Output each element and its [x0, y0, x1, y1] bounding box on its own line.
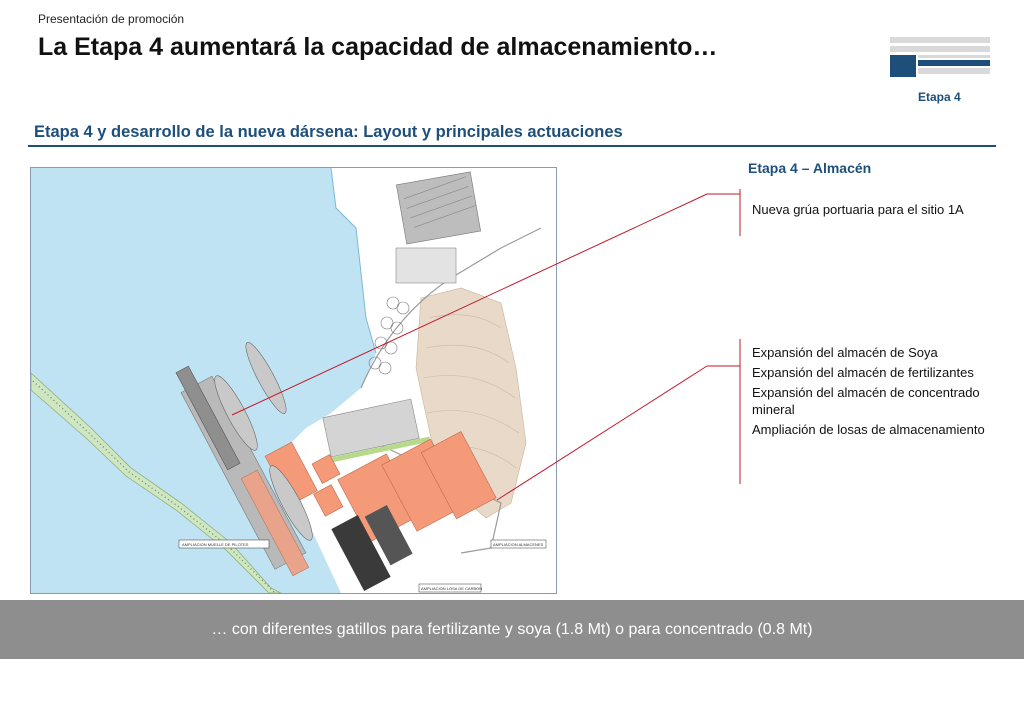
- company-logo: [890, 37, 990, 77]
- subtitle-divider: [28, 145, 996, 147]
- list-item: Expansión del almacén de Soya: [752, 345, 938, 360]
- list-item: Expansión del almacén de fertilizantes: [752, 365, 974, 380]
- expansion-list: [752, 344, 992, 441]
- sidebar-heading: Etapa 4 – Almacén: [748, 160, 872, 176]
- stage-tag: Etapa 4: [918, 90, 961, 104]
- page-title: La Etapa 4 aumentará la capacidad de almacenamiento…: [38, 33, 718, 61]
- map-terminal-building: [396, 248, 456, 283]
- presentation-kicker: Presentación de promoción: [38, 12, 185, 26]
- map-label-pilotes: AMPLIACION MUELLE DE PILOTES: [182, 542, 249, 547]
- map-label-almacenes: AMPLIACION ALMACENES: [493, 542, 544, 547]
- list-item: Expansión del almacén de concentrado mineral: [752, 385, 980, 417]
- section-subtitle: Etapa 4 y desarrollo de la nueva dársena: Layout y principales actuaciones: [34, 123, 623, 141]
- crane-item: Nueva grúa portuaria para el sitio 1A: [752, 202, 964, 217]
- list-item: Ampliación de losas de almacenamiento: [752, 422, 985, 437]
- port-layout-map: [30, 167, 557, 594]
- map-label-losa-carbon: AMPLIACION LOSA DE CARBON: [421, 586, 483, 591]
- footer-note: … con diferentes gatillos para fertilizante y soya (1.8 Mt) o para concentrado (0.8 Mt): [211, 621, 813, 638]
